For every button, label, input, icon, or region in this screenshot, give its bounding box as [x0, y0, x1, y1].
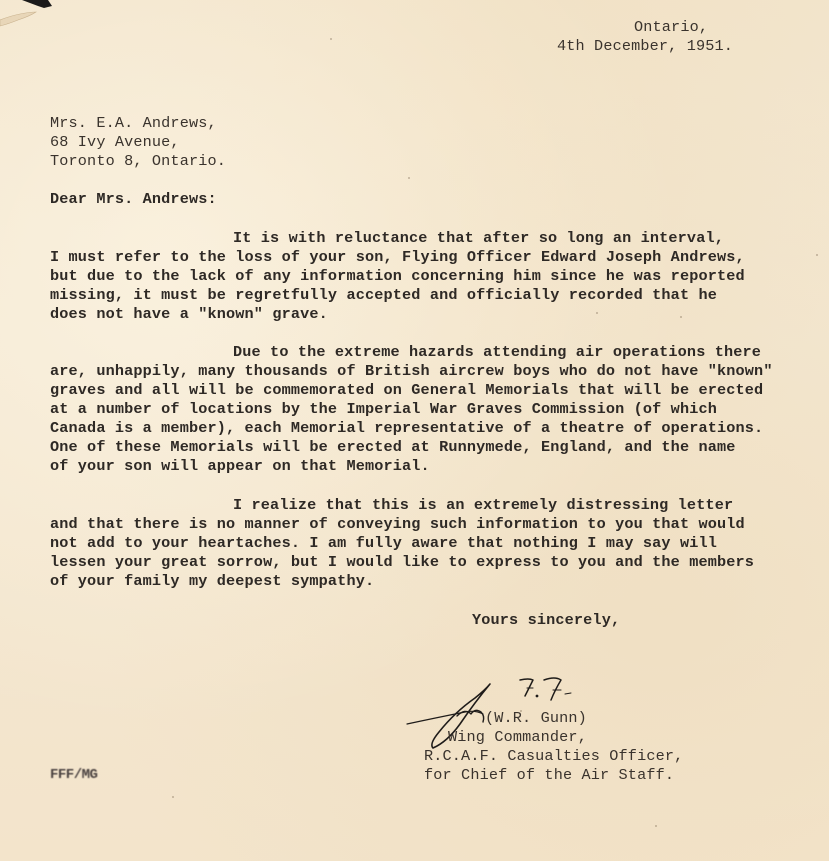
paragraph-3-line-4: lessen your great sorrow, but I would like to express to you and the members [50, 553, 755, 571]
paper-speck [655, 825, 657, 827]
paragraph-2-line-5: Canada is a member), each Memorial representative of a theatre of operations. [50, 419, 764, 437]
paper-speck [596, 312, 598, 314]
recipient-street: 68 Ivy Avenue, [50, 133, 180, 151]
paragraph-2-line-1: Due to the extreme hazards attending air operations there [233, 343, 762, 361]
torn-corner-graphic [0, 0, 60, 30]
paragraph-3-line-5: of your family my deepest sympathy. [50, 572, 375, 590]
signatory-rank: Wing Commander, [448, 728, 587, 746]
paragraph-2-line-3: graves and all will be commemorated on General Memorials that will be erected [50, 381, 764, 399]
date-line: 4th December, 1951. [557, 37, 734, 55]
reference-code: FFF/MG [50, 767, 98, 783]
paragraph-1-line-3: but due to the lack of any information concerning him since he was reported [50, 267, 745, 285]
paper-speck [172, 796, 174, 798]
salutation: Dear Mrs. Andrews: [50, 190, 217, 208]
paragraph-2-line-2: are, unhappily, many thousands of British aircrew boys who do not have "known" [50, 362, 773, 380]
paper-speck [680, 316, 682, 318]
paragraph-1-line-4: missing, it must be regretfully accepted and officially recorded that he [50, 286, 718, 304]
paragraph-2-line-7: of your son will appear on that Memorial. [50, 457, 430, 475]
paragraph-3-line-2: and that there is no manner of conveying such information to you that would [50, 515, 745, 533]
closing: Yours sincerely, [472, 611, 621, 629]
paper-speck [408, 177, 410, 179]
signatory-name: (W.R. Gunn) [485, 709, 587, 727]
paragraph-3-line-3: not add to your heartaches. I am fully aware that nothing I may say will [50, 534, 718, 552]
paragraph-1-line-2: I must refer to the loss of your son, Flying Officer Edward Joseph Andrews, [50, 248, 745, 266]
paragraph-1-line-1: It is with reluctance that after so long an interval, [233, 229, 724, 247]
recipient-name: Mrs. E.A. Andrews, [50, 114, 217, 132]
paragraph-2-line-6: One of these Memorials will be erected at Runnymede, England, and the name [50, 438, 736, 456]
paragraph-1-line-5: does not have a "known" grave. [50, 305, 328, 323]
signatory-title: R.C.A.F. Casualties Officer, [424, 747, 684, 765]
paragraph-3-line-1: I realize that this is an extremely distressing letter [233, 496, 734, 514]
signatory-on-behalf-of: for Chief of the Air Staff. [424, 766, 675, 784]
paper-speck [816, 254, 818, 256]
recipient-city: Toronto 8, Ontario. [50, 152, 227, 170]
paper-speck [330, 38, 332, 40]
paragraph-2-line-4: at a number of locations by the Imperial War Graves Commission (of which [50, 400, 718, 418]
place-line: Ontario, [634, 18, 709, 36]
